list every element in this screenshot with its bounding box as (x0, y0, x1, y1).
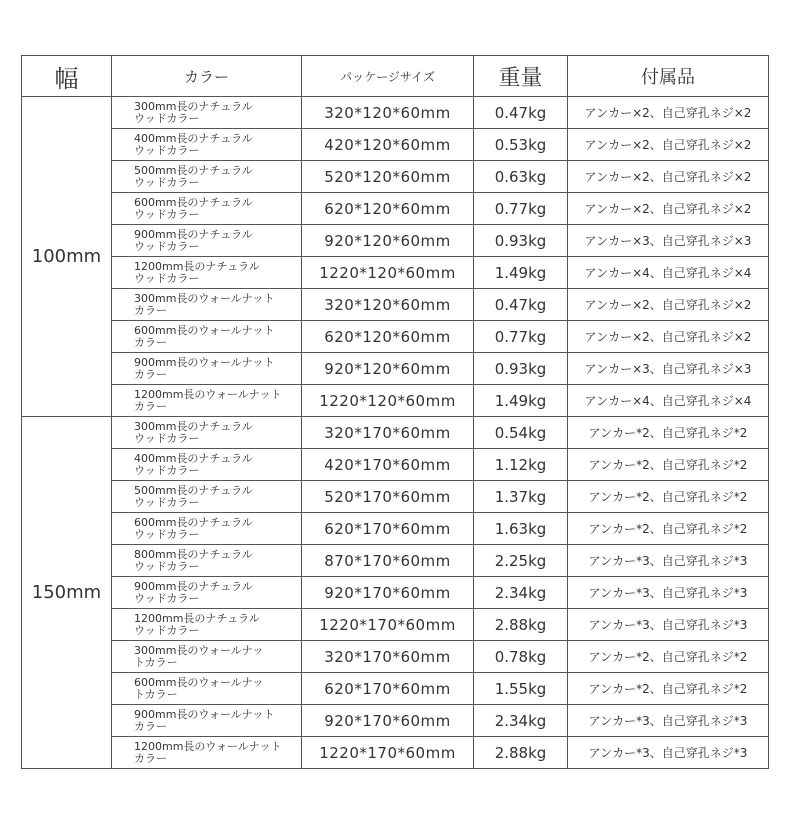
color-cell (112, 481, 302, 513)
color-line-2: ウッドカラー (134, 527, 200, 541)
table-body (22, 97, 769, 769)
color-line-1: 300mm長のナチュラル (134, 419, 253, 433)
spec-table (21, 55, 769, 769)
color-line-1: 1200mm長のウォールナット (134, 739, 282, 753)
table-row (22, 545, 769, 577)
package-size-cell: 520*170*60mm (302, 481, 474, 513)
color-cell (112, 673, 302, 705)
table-row (22, 257, 769, 289)
color-line-2: ウッドカラー (134, 463, 200, 477)
accessories-cell: アンカー×2、自己穿孔ネジ×2 (568, 129, 769, 161)
weight-cell: 2.34kg (474, 705, 568, 737)
header-width: 幅 (22, 56, 112, 97)
accessories-cell: アンカー×3、自己穿孔ネジ×3 (568, 353, 769, 385)
header-package-size: パッケージサイズ (302, 56, 474, 97)
color-cell (112, 641, 302, 673)
color-cell (112, 385, 302, 417)
package-size-cell: 620*170*60mm (302, 513, 474, 545)
color-line-2: ウッドカラー (134, 591, 200, 605)
table-row (22, 673, 769, 705)
package-size-cell: 320*170*60mm (302, 641, 474, 673)
weight-cell: 0.78kg (474, 641, 568, 673)
color-line-2: ウッドカラー (134, 431, 200, 445)
table-row (22, 97, 769, 129)
color-line-1: 1200mm長のウォールナット (134, 387, 282, 401)
color-line-1: 500mm長のナチュラル (134, 483, 253, 497)
color-line-2: トカラー (134, 687, 178, 701)
package-size-cell: 1220*170*60mm (302, 737, 474, 769)
color-cell (112, 577, 302, 609)
weight-cell: 0.93kg (474, 353, 568, 385)
package-size-cell: 520*120*60mm (302, 161, 474, 193)
color-cell (112, 225, 302, 257)
accessories-cell: アンカー*3、自己穿孔ネジ*3 (568, 609, 769, 641)
accessories-cell: アンカー*3、自己穿孔ネジ*3 (568, 705, 769, 737)
color-line-1: 500mm長のナチュラル (134, 163, 253, 177)
color-cell (112, 513, 302, 545)
color-line-2: カラー (134, 399, 167, 413)
width-group-label: 100mm (22, 97, 112, 417)
accessories-cell: アンカー*2、自己穿孔ネジ*2 (568, 417, 769, 449)
color-line-2: カラー (134, 367, 167, 381)
color-line-2: カラー (134, 751, 167, 765)
table-row (22, 449, 769, 481)
table-row (22, 609, 769, 641)
accessories-cell: アンカー×2、自己穿孔ネジ×2 (568, 97, 769, 129)
table-row (22, 737, 769, 769)
color-line-2: ウッドカラー (134, 207, 200, 221)
accessories-cell: アンカー*2、自己穿孔ネジ*2 (568, 673, 769, 705)
table-row (22, 513, 769, 545)
weight-cell: 0.93kg (474, 225, 568, 257)
table-row (22, 129, 769, 161)
color-cell (112, 545, 302, 577)
package-size-cell: 320*120*60mm (302, 97, 474, 129)
header-weight: 重量 (474, 56, 568, 97)
accessories-cell: アンカー*2、自己穿孔ネジ*2 (568, 641, 769, 673)
color-line-2: ウッドカラー (134, 271, 200, 285)
color-line-1: 600mm長のウォールナッ (134, 675, 264, 689)
color-line-1: 1200mm長のナチュラル (134, 611, 260, 625)
color-line-1: 900mm長のナチュラル (134, 227, 253, 241)
table-row (22, 385, 769, 417)
accessories-cell: アンカー×2、自己穿孔ネジ×2 (568, 193, 769, 225)
accessories-cell: アンカー×4、自己穿孔ネジ×4 (568, 257, 769, 289)
package-size-cell: 870*170*60mm (302, 545, 474, 577)
package-size-cell: 320*120*60mm (302, 289, 474, 321)
weight-cell: 2.88kg (474, 737, 568, 769)
color-cell (112, 417, 302, 449)
weight-cell: 1.49kg (474, 257, 568, 289)
weight-cell: 0.77kg (474, 193, 568, 225)
color-line-1: 900mm長のウォールナット (134, 355, 275, 369)
color-line-2: カラー (134, 303, 167, 317)
package-size-cell: 920*170*60mm (302, 577, 474, 609)
weight-cell: 2.88kg (474, 609, 568, 641)
color-cell (112, 97, 302, 129)
accessories-cell: アンカー*2、自己穿孔ネジ*2 (568, 449, 769, 481)
color-line-1: 600mm長のウォールナット (134, 323, 275, 337)
weight-cell: 0.54kg (474, 417, 568, 449)
accessories-cell: アンカー*2、自己穿孔ネジ*2 (568, 513, 769, 545)
package-size-cell: 620*170*60mm (302, 673, 474, 705)
table-row (22, 417, 769, 449)
color-cell (112, 705, 302, 737)
weight-cell: 1.37kg (474, 481, 568, 513)
color-cell (112, 289, 302, 321)
package-size-cell: 620*120*60mm (302, 321, 474, 353)
width-group-label: 150mm (22, 417, 112, 769)
table-row (22, 481, 769, 513)
accessories-cell: アンカー*3、自己穿孔ネジ*3 (568, 577, 769, 609)
table-row (22, 577, 769, 609)
color-cell (112, 609, 302, 641)
table-row (22, 289, 769, 321)
header-color: カラー (112, 56, 302, 97)
color-line-1: 900mm長のウォールナット (134, 707, 275, 721)
color-cell (112, 353, 302, 385)
accessories-cell: アンカー×2、自己穿孔ネジ×2 (568, 321, 769, 353)
color-cell (112, 129, 302, 161)
package-size-cell: 420*120*60mm (302, 129, 474, 161)
color-line-1: 400mm長のナチュラル (134, 451, 253, 465)
color-line-2: ウッドカラー (134, 623, 200, 637)
weight-cell: 0.63kg (474, 161, 568, 193)
color-cell (112, 161, 302, 193)
weight-cell: 1.63kg (474, 513, 568, 545)
color-line-1: 300mm長のウォールナット (134, 291, 275, 305)
package-size-cell: 1220*120*60mm (302, 385, 474, 417)
color-line-1: 400mm長のナチュラル (134, 131, 253, 145)
weight-cell: 0.53kg (474, 129, 568, 161)
accessories-cell: アンカー×2、自己穿孔ネジ×2 (568, 289, 769, 321)
weight-cell: 2.34kg (474, 577, 568, 609)
color-cell (112, 737, 302, 769)
color-line-2: トカラー (134, 655, 178, 669)
color-line-1: 300mm長のナチュラル (134, 99, 253, 113)
color-cell (112, 449, 302, 481)
accessories-cell: アンカー×3、自己穿孔ネジ×3 (568, 225, 769, 257)
weight-cell: 0.77kg (474, 321, 568, 353)
weight-cell: 1.55kg (474, 673, 568, 705)
table-row (22, 321, 769, 353)
color-line-1: 600mm長のナチュラル (134, 515, 253, 529)
package-size-cell: 1220*120*60mm (302, 257, 474, 289)
color-line-2: ウッドカラー (134, 143, 200, 157)
accessories-cell: アンカー*3、自己穿孔ネジ*3 (568, 545, 769, 577)
color-line-1: 600mm長のナチュラル (134, 195, 253, 209)
table-row (22, 225, 769, 257)
color-cell (112, 257, 302, 289)
package-size-cell: 920*170*60mm (302, 705, 474, 737)
accessories-cell: アンカー*2、自己穿孔ネジ*2 (568, 481, 769, 513)
table-row (22, 161, 769, 193)
color-cell (112, 321, 302, 353)
weight-cell: 2.25kg (474, 545, 568, 577)
color-line-1: 900mm長のナチュラル (134, 579, 253, 593)
table-row (22, 193, 769, 225)
package-size-cell: 1220*170*60mm (302, 609, 474, 641)
weight-cell: 0.47kg (474, 289, 568, 321)
color-line-1: 1200mm長のナチュラル (134, 259, 260, 273)
color-line-1: 800mm長のナチュラル (134, 547, 253, 561)
accessories-cell: アンカー×2、自己穿孔ネジ×2 (568, 161, 769, 193)
color-line-1: 300mm長のウォールナッ (134, 643, 264, 657)
package-size-cell: 320*170*60mm (302, 417, 474, 449)
table-row (22, 641, 769, 673)
color-line-2: ウッドカラー (134, 175, 200, 189)
color-line-2: ウッドカラー (134, 111, 200, 125)
header-row (22, 56, 769, 97)
table-row (22, 353, 769, 385)
weight-cell: 1.49kg (474, 385, 568, 417)
weight-cell: 0.47kg (474, 97, 568, 129)
color-cell (112, 193, 302, 225)
color-line-2: ウッドカラー (134, 559, 200, 573)
color-line-2: ウッドカラー (134, 495, 200, 509)
accessories-cell: アンカー*3、自己穿孔ネジ*3 (568, 737, 769, 769)
header-accessories: 付属品 (568, 56, 769, 97)
package-size-cell: 920*120*60mm (302, 225, 474, 257)
package-size-cell: 420*170*60mm (302, 449, 474, 481)
package-size-cell: 620*120*60mm (302, 193, 474, 225)
accessories-cell: アンカー×4、自己穿孔ネジ×4 (568, 385, 769, 417)
package-size-cell: 920*120*60mm (302, 353, 474, 385)
color-line-2: ウッドカラー (134, 239, 200, 253)
color-line-2: カラー (134, 335, 167, 349)
color-line-2: カラー (134, 719, 167, 733)
weight-cell: 1.12kg (474, 449, 568, 481)
table-row (22, 705, 769, 737)
